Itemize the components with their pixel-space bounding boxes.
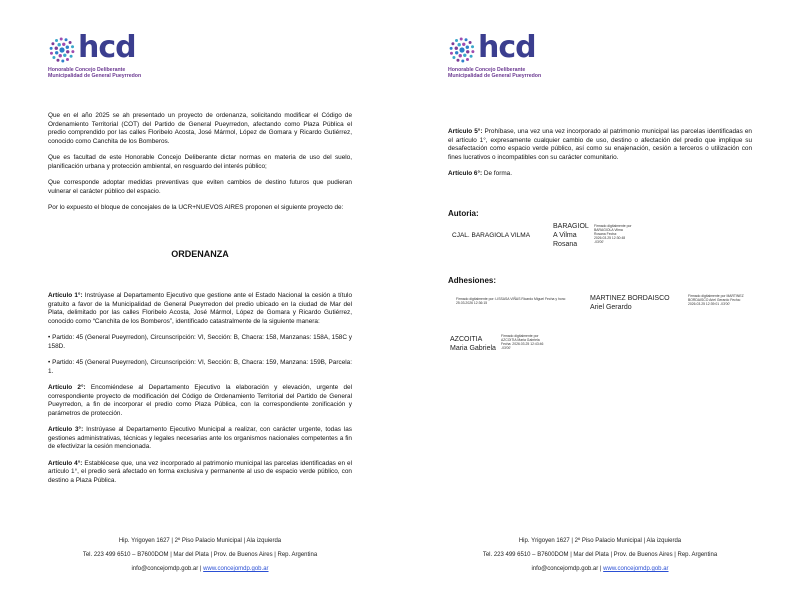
adhesiones-heading: Adhesiones: xyxy=(448,276,497,285)
bullet-item: • Partido: 45 (General Pueyrredon), Circunscripción: VI, Sección: B, Chacra: 159, Manzana: 159B, Parcela: 1. xyxy=(48,359,352,375)
digital-signature-stamp: Firmado digitalmente por MARTINEZ BORDAISCO Ariel Gerardo Fecha: 2026.03.25 12:39:01 -03'00' xyxy=(688,294,744,306)
logo-municipality: Municipalidad de General Pueyrredon xyxy=(48,73,142,79)
signature-line: BARAGIOL xyxy=(553,223,589,230)
article-text: Instrúyase al Departamento Ejecutivo que gestione ante el Estado Nacional la cesión a título gratuito a favor de la Municipalidad de General Pueyrredon del predio ubicado en la ciudad de Mar del Plata, delimitado por las calles Floribelo Acosta, José Mármol, López de Gomara y Ricardo Gutiérrez, conocido como “Canchita de los Bomberos”, identificado catastralmente de la siguiente manera: xyxy=(48,292,352,325)
article-4 xyxy=(48,460,352,486)
footer-email: info@concejomdp.gob.ar xyxy=(531,566,599,572)
footer-contact xyxy=(0,562,400,576)
signature-line: Ariel Gerardo xyxy=(590,304,632,311)
logo-word: hcd xyxy=(478,30,536,65)
article-heading: Artículo 5°: xyxy=(448,128,483,135)
paragraph: Que en el año 2025 se ah presentado un proyecto de ordenanza, solicitando modificar el Código de Ordenamiento Territorial (COT) del Partido de General Pueyrredon, afectando como Plaza Pública el predio comprendido por las calles Floribelo Acosta, José Mármol, López de Gomara y Ricardo Gutiérrez, conocido como Canchita de los Bomberos. xyxy=(48,112,352,145)
article-text: Encomiéndese al Departamento Ejecutivo la elaboración y elevación, urgente del correspondiente proyecto de modificación del Código de Ordenamiento Territorial del Partido de General Pueyrredon, a fin de incorporar el predio como Plaza Pública, con la correspondiente zonificación y parámetros de protección. xyxy=(48,384,353,417)
paragraph: Que corresponde adoptar medidas preventivas que eviten cambios de destino futuros que pudieran vulnerar el carácter público del espacio. xyxy=(48,179,352,195)
signature-martinez xyxy=(590,294,670,312)
signature-line: Maria Gabriela xyxy=(450,345,496,352)
footer-phone: Tel. 223 499 6510 – B7600DOM | Mar del Plata | Prov. de Buenos Aires | Rep. Argentina xyxy=(482,552,718,558)
digital-signature-stamp: Firmado digitalmente por AZCOITIA Maria Gabriela Fecha: 2026.03.25 12:43:46 -03'00' xyxy=(501,334,544,350)
page-footer xyxy=(400,534,800,576)
dots-logo-icon xyxy=(448,36,476,64)
signature-baragiola xyxy=(553,222,589,249)
footer-address: Hip. Yrigoyen 1627 | 2º Piso Palacio Municipal | Ala izquierda xyxy=(118,538,282,544)
article-heading: Artículo 3°: xyxy=(48,426,84,433)
articles xyxy=(448,128,752,187)
logo-institution: Honorable Concejo Deliberante xyxy=(448,67,526,73)
logo-institution: Honorable Concejo Deliberante xyxy=(48,67,126,73)
hcd-logo xyxy=(48,30,158,80)
article-text: Instrúyase al Departamento Ejecutivo Municipal a realizar, con carácter urgente, todas las gestiones administrativas, técnicas y legales necesarias ante los organismos nacionales competentes a fin de efectivizar la cesión mencionada. xyxy=(48,426,353,450)
logo-word: hcd xyxy=(78,30,136,65)
autoria-heading: Autoria: xyxy=(448,209,479,218)
signature-line: Rosana xyxy=(553,241,578,248)
dots-logo-icon xyxy=(48,36,76,64)
ordinance-title: ORDENANZA xyxy=(171,249,229,259)
logo-municipality: Municipalidad de General Pueyrredon xyxy=(448,73,542,79)
article-text: De forma. xyxy=(482,170,512,177)
page-footer xyxy=(0,534,400,576)
paragraph: Que es facultad de este Honorable Concejo Deliberante dictar normas en materia de uso del suelo, planificación urbana y protección ambiental, en resguardo del interés público; xyxy=(48,154,352,170)
article-heading: Artículo 4°: xyxy=(48,459,83,467)
digital-signature-stamp: Firmado digitalmente por BARAGIOLA Vilma Rosana Fecha: 2026.03.25 12:30:48 -03'00' xyxy=(594,224,632,244)
article-heading: Artículo 6°: xyxy=(448,170,483,177)
website-link[interactable]: www.concejomdp.gob.ar xyxy=(203,566,269,572)
hcd-logo xyxy=(448,30,558,80)
article-heading: Artículo 2°: xyxy=(48,384,86,391)
document-page-2 xyxy=(400,0,800,600)
article-2 xyxy=(48,384,352,418)
footer-separator: | xyxy=(598,566,604,572)
signature-line: AZCOITIA xyxy=(450,336,483,343)
footer-address: Hip. Yrigoyen 1627 | 2º Piso Palacio Municipal | Ala izquierda xyxy=(518,538,682,544)
article-text: Prohíbase, una vez una vez incorporado al patrimonio municipal las parcelas identificadas en el artículo 1°, expresamente cualquier cambio de uso, destino o afectación del predio que implique su desafectación como espacio verde público, así como su enajenación, cesión a terceros o utilización con fines lucrativos o incompatibles con su carácter comunitario. xyxy=(448,128,752,161)
footer-separator: | xyxy=(198,566,204,572)
footer-phone: Tel. 223 499 6510 – B7600DOM | Mar del Plata | Prov. de Buenos Aires | Rep. Argentina xyxy=(82,552,318,558)
digital-signature-stamp: Firmado digitalmente por: LISSASA VIÑAS Ricardo Miguel Fecha y hora: 25.03.2026 12:36:15 xyxy=(456,297,566,305)
signature-line: A Vilma xyxy=(553,232,577,239)
website-link[interactable]: www.concejomdp.gob.ar xyxy=(603,566,669,572)
paragraph: Por lo expuesto el bloque de concejales de la UCR+NUEVOS AIRES proponen el siguiente proyecto de: xyxy=(48,204,344,211)
bullet-item: • Partido: 45 (General Pueyrredon), Circunscripción: VI, Sección: B, Chacra: 158, Manzanas: 158A, 158C y 158D. xyxy=(48,334,352,350)
article-3 xyxy=(48,426,352,452)
article-1 xyxy=(48,292,352,326)
signature-line: MARTINEZ BORDAISCO xyxy=(590,295,670,302)
article-text: Establécese que, una vez incorporado al patrimonio municipal las parcelas identificadas en el artículo 1°, el predio será afectado en forma exclusiva y permanente al uso de espacio verde público, con destino a Plaza Pública. xyxy=(48,459,353,484)
author-name: CJAL. BARAGIOLA VILMA xyxy=(452,232,531,239)
articles xyxy=(48,292,352,493)
footer-email: info@concejomdp.gob.ar xyxy=(131,566,199,572)
article-5 xyxy=(448,128,752,162)
article-heading: Artículo 1°: xyxy=(48,292,83,299)
signature-azcoitia xyxy=(450,335,496,353)
considerandos xyxy=(48,112,352,221)
article-6 xyxy=(448,170,752,179)
footer-contact xyxy=(400,562,800,576)
